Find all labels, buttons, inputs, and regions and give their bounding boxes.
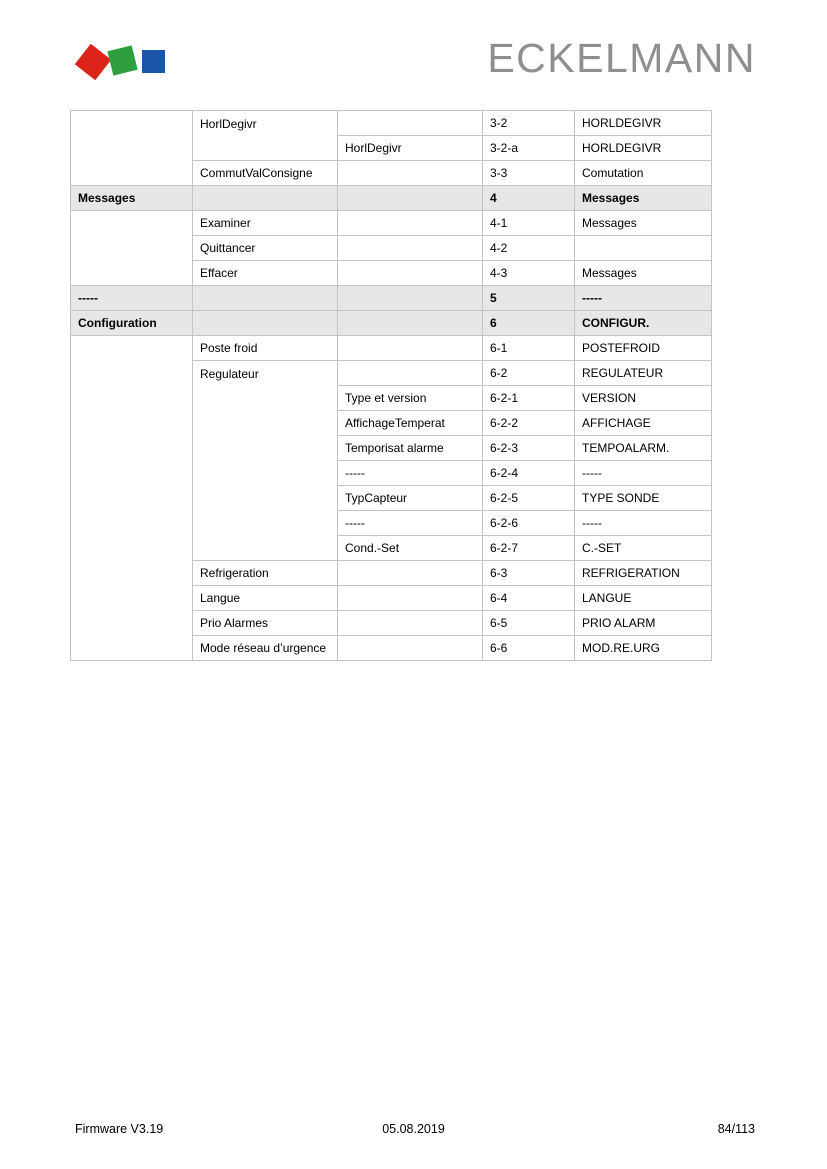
menu-level-3-cell: [338, 111, 483, 136]
display-cell: [575, 236, 712, 261]
footer-date: 05.08.2019: [382, 1122, 445, 1136]
display-cell: HORLDEGIVR: [575, 136, 712, 161]
menu-level-3-cell: Type et version: [338, 386, 483, 411]
menu-level-3-cell: [338, 561, 483, 586]
menu-level-3-cell: TypCapteur: [338, 486, 483, 511]
menu-row: [71, 111, 712, 136]
number-cell: 6-2-7: [483, 536, 575, 561]
display-cell: AFFICHAGE: [575, 411, 712, 436]
display-cell: Messages: [575, 186, 712, 211]
menu-level-2-cell: CommutValConsigne: [193, 161, 338, 186]
footer-firmware-version: Firmware V3.19: [75, 1122, 164, 1136]
number-cell: 4-2: [483, 236, 575, 261]
menu-level-3-cell: Temporisat alarme: [338, 436, 483, 461]
number-cell: 6-6: [483, 636, 575, 661]
menu-level-3-cell: [338, 286, 483, 311]
number-cell: 3-3: [483, 161, 575, 186]
menu-level-3-cell: [338, 236, 483, 261]
menu-row: [71, 336, 712, 361]
display-cell: CONFIGUR.: [575, 311, 712, 336]
display-cell: Messages: [575, 261, 712, 286]
menu-level-2-cell: Poste froid: [193, 336, 338, 361]
display-cell: C.-SET: [575, 536, 712, 561]
menu-level-3-cell: -----: [338, 511, 483, 536]
section-row: [71, 311, 712, 336]
menu-level-3-cell: [338, 161, 483, 186]
display-cell: VERSION: [575, 386, 712, 411]
menu-level-1-cell: Configuration: [71, 311, 193, 336]
menu-level-2-cell: Mode réseau d’urgence: [193, 636, 338, 661]
menu-level-3-cell: HorlDegivr: [338, 136, 483, 161]
display-cell: REFRIGERATION: [575, 561, 712, 586]
menu-level-3-cell: [338, 361, 483, 386]
footer-page-number: 84/113: [717, 1122, 755, 1136]
menu-level-2-cell: Prio Alarmes: [193, 611, 338, 636]
number-cell: 4-1: [483, 211, 575, 236]
brand-wordmark: ECKELMANN: [487, 35, 756, 81]
menu-level-2-cell: [193, 311, 338, 336]
menu-level-2-cell: Quittancer: [193, 236, 338, 261]
menu-level-2-cell: Effacer: [193, 261, 338, 286]
number-cell: 6-2-3: [483, 436, 575, 461]
number-cell: 3-2: [483, 111, 575, 136]
section-row: [71, 286, 712, 311]
logo-red-square-icon: [75, 44, 111, 80]
menu-level-3-cell: [338, 611, 483, 636]
display-cell: Comutation: [575, 161, 712, 186]
menu-level-2-cell: [193, 286, 338, 311]
number-cell: 6-5: [483, 611, 575, 636]
display-cell: TEMPOALARM.: [575, 436, 712, 461]
display-cell: POSTEFROID: [575, 336, 712, 361]
number-cell: 6: [483, 311, 575, 336]
menu-level-3-cell: [338, 211, 483, 236]
display-cell: HORLDEGIVR: [575, 111, 712, 136]
number-cell: 6-2-6: [483, 511, 575, 536]
number-cell: 6-3: [483, 561, 575, 586]
menu-level-1-cell: -----: [71, 286, 193, 311]
menu-level-3-cell: [338, 311, 483, 336]
menu-level-3-cell: [338, 186, 483, 211]
number-cell: 6-2-2: [483, 411, 575, 436]
display-cell: MOD.RE.URG: [575, 636, 712, 661]
number-cell: 4: [483, 186, 575, 211]
menu-level-3-cell: Cond.-Set: [338, 536, 483, 561]
menu-level-1-cell: [71, 111, 193, 186]
menu-level-2-cell: HorlDegivr: [193, 111, 338, 161]
page-footer: [0, 1122, 827, 1138]
display-cell: PRIO ALARM: [575, 611, 712, 636]
menu-level-3-cell: AffichageTemperat: [338, 411, 483, 436]
number-cell: 6-2-1: [483, 386, 575, 411]
menu-level-1-cell: [71, 211, 193, 286]
display-cell: -----: [575, 461, 712, 486]
eckelmann-logo: [76, 44, 171, 84]
menu-level-2-cell: Examiner: [193, 211, 338, 236]
number-cell: 3-2-a: [483, 136, 575, 161]
logo-blue-square-icon: [142, 50, 165, 73]
menu-level-3-cell: [338, 261, 483, 286]
number-cell: 4-3: [483, 261, 575, 286]
display-cell: TYPE SONDE: [575, 486, 712, 511]
number-cell: 6-2: [483, 361, 575, 386]
menu-level-3-cell: [338, 586, 483, 611]
menu-structure-table: [70, 110, 712, 661]
number-cell: 6-2-4: [483, 461, 575, 486]
display-cell: LANGUE: [575, 586, 712, 611]
menu-level-1-cell: [71, 336, 193, 661]
number-cell: 6-2-5: [483, 486, 575, 511]
logo-green-square-icon: [107, 45, 137, 75]
display-cell: -----: [575, 286, 712, 311]
menu-row: [71, 211, 712, 236]
menu-level-1-cell: Messages: [71, 186, 193, 211]
menu-level-3-cell: -----: [338, 461, 483, 486]
menu-level-2-cell: Regulateur: [193, 361, 338, 561]
menu-level-3-cell: [338, 636, 483, 661]
number-cell: 6-4: [483, 586, 575, 611]
menu-level-2-cell: Langue: [193, 586, 338, 611]
number-cell: 5: [483, 286, 575, 311]
display-cell: REGULATEUR: [575, 361, 712, 386]
display-cell: Messages: [575, 211, 712, 236]
display-cell: -----: [575, 511, 712, 536]
number-cell: 6-1: [483, 336, 575, 361]
menu-level-3-cell: [338, 336, 483, 361]
menu-level-2-cell: Refrigeration: [193, 561, 338, 586]
section-row: [71, 186, 712, 211]
menu-level-2-cell: [193, 186, 338, 211]
